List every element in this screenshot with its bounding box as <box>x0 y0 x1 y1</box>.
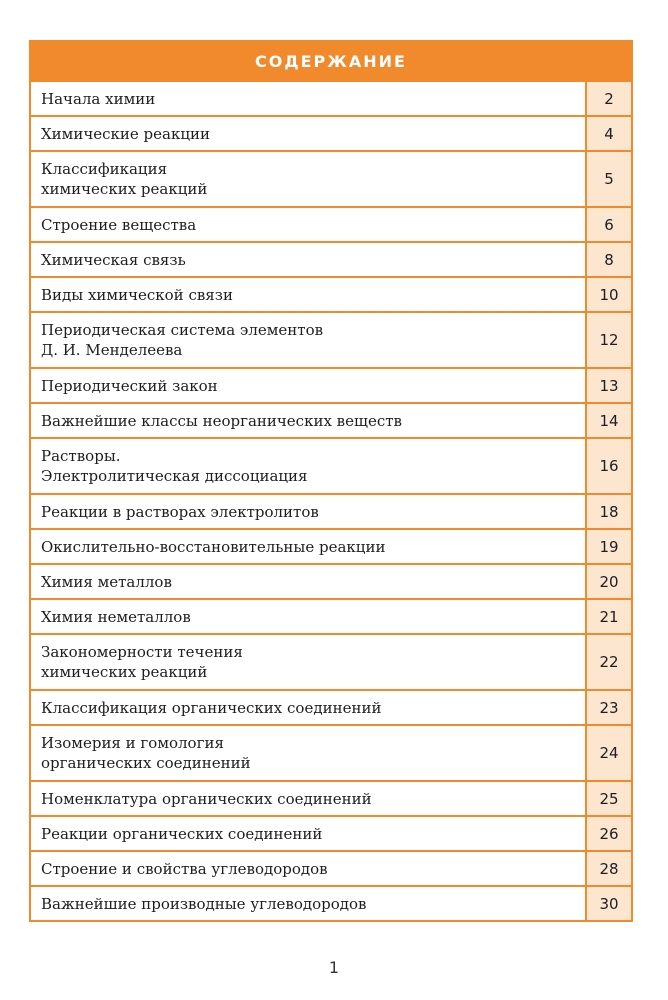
toc-entry-page: 6 <box>587 208 631 241</box>
toc-entry-title: Строение и свойства углеводородов <box>31 852 585 885</box>
toc-list <box>31 80 631 920</box>
toc-header: СОДЕРЖАНИЕ <box>31 42 631 80</box>
toc-entry-title: Химия металлов <box>31 565 585 598</box>
table-of-contents <box>29 40 633 922</box>
toc-entry <box>31 369 631 402</box>
toc-entry <box>31 495 631 528</box>
toc-entry <box>31 782 631 815</box>
toc-entry-page: 20 <box>587 565 631 598</box>
toc-entry-page: 4 <box>587 117 631 150</box>
toc-entry-page: 25 <box>587 782 631 815</box>
toc-entry <box>31 852 631 885</box>
toc-entry <box>31 635 631 689</box>
toc-entry-page: 19 <box>587 530 631 563</box>
toc-entry-title: Начала химии <box>31 82 585 115</box>
toc-entry <box>31 817 631 850</box>
toc-entry-title: Важнейшие производные углеводородов <box>31 887 585 920</box>
toc-entry-title: Химия неметаллов <box>31 600 585 633</box>
toc-entry-title: Реакции органических соединений <box>31 817 585 850</box>
toc-entry <box>31 565 631 598</box>
toc-entry-page: 28 <box>587 852 631 885</box>
toc-entry-title: Строение вещества <box>31 208 585 241</box>
toc-entry-title: Периодический закон <box>31 369 585 402</box>
toc-entry-page: 12 <box>587 313 631 367</box>
toc-entry <box>31 152 631 206</box>
toc-entry <box>31 208 631 241</box>
toc-entry-page: 18 <box>587 495 631 528</box>
toc-entry <box>31 117 631 150</box>
toc-entry-page: 24 <box>587 726 631 780</box>
toc-entry <box>31 726 631 780</box>
toc-entry <box>31 887 631 920</box>
toc-entry <box>31 600 631 633</box>
toc-entry-page: 2 <box>587 82 631 115</box>
toc-entry-page: 26 <box>587 817 631 850</box>
toc-entry <box>31 82 631 115</box>
toc-entry-page: 5 <box>587 152 631 206</box>
toc-entry <box>31 404 631 437</box>
toc-entry-page: 13 <box>587 369 631 402</box>
toc-entry-title: Химическая связь <box>31 243 585 276</box>
toc-entry-title: Изомерия и гомология органических соединений <box>31 726 585 780</box>
toc-entry-page: 8 <box>587 243 631 276</box>
toc-entry-title: Закономерности течения химических реакций <box>31 635 585 689</box>
toc-entry-page: 10 <box>587 278 631 311</box>
toc-entry-page: 30 <box>587 887 631 920</box>
page-number: 1 <box>328 958 340 977</box>
toc-entry-title: Номенклатура органических соединений <box>31 782 585 815</box>
toc-entry-page: 23 <box>587 691 631 724</box>
toc-entry-title: Важнейшие классы неорганических веществ <box>31 404 585 437</box>
toc-entry-title: Растворы. Электролитическая диссоциация <box>31 439 585 493</box>
toc-entry-page: 14 <box>587 404 631 437</box>
toc-entry-title: Периодическая система элементов Д. И. Менделеева <box>31 313 585 367</box>
toc-entry-title: Окислительно-восстановительные реакции <box>31 530 585 563</box>
toc-entry-page: 22 <box>587 635 631 689</box>
toc-entry-title: Реакции в растворах электролитов <box>31 495 585 528</box>
toc-entry-title: Классификация органических соединений <box>31 691 585 724</box>
toc-entry-page: 16 <box>587 439 631 493</box>
toc-entry <box>31 313 631 367</box>
toc-entry-title: Виды химической связи <box>31 278 585 311</box>
toc-entry <box>31 691 631 724</box>
toc-entry <box>31 439 631 493</box>
toc-entry <box>31 278 631 311</box>
toc-entry-title: Классификация химических реакций <box>31 152 585 206</box>
toc-entry <box>31 243 631 276</box>
toc-entry-title: Химические реакции <box>31 117 585 150</box>
toc-entry-page: 21 <box>587 600 631 633</box>
toc-entry <box>31 530 631 563</box>
